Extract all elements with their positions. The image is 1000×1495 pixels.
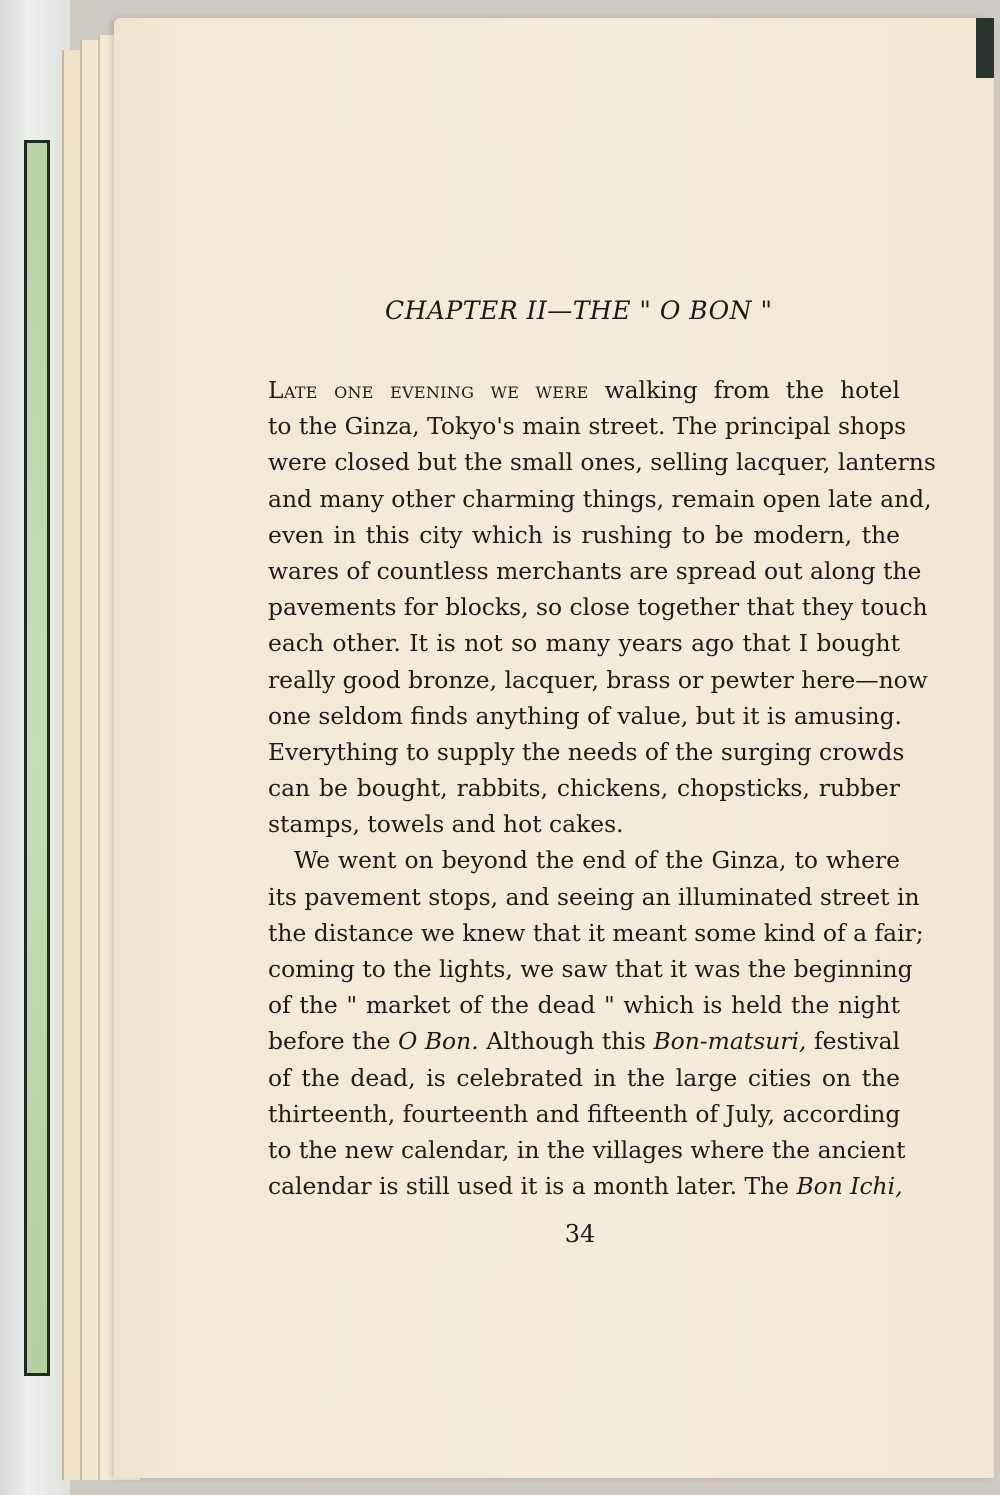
text-line: thirteenth, fourteenth and fifteenth of July, according <box>268 1099 901 1128</box>
text-line: calendar is still used it is a month later. The Bon Ichi, <box>268 1172 903 1201</box>
body-text <box>268 372 936 1204</box>
text-line: Everything to supply the needs of the surging crowds <box>268 737 905 766</box>
chapter-title: CHAPTER II—THE " O BON " <box>385 296 773 325</box>
text-line: of the dead, is celebrated in the large cities on the <box>268 1063 900 1092</box>
text-line: the distance we knew that it meant some kind of a fair; <box>268 918 924 947</box>
text-line: before the O Bon. Although this Bon-matsuri, festival <box>268 1027 900 1056</box>
text-line: one seldom finds anything of value, but it is amusing. <box>268 701 902 730</box>
text-line: to the Ginza, Tokyo's main street. The principal shops <box>268 412 907 441</box>
page-shadow <box>976 18 994 78</box>
text-line: really good bronze, lacquer, brass or pewter here—now <box>268 665 928 694</box>
cover-green-strip <box>24 140 50 1376</box>
text-line: were closed but the small ones, selling lacquer, lanterns <box>268 448 936 477</box>
text-line: of the " market of the dead " which is held the night <box>268 991 900 1020</box>
small-caps-opening: Late one evening we were <box>268 376 589 404</box>
text-line: coming to the lights, we saw that it was the beginning <box>268 955 913 983</box>
text-line: We went on beyond the end of the Ginza, to where <box>294 846 900 875</box>
page-number: 34 <box>564 1220 596 1248</box>
text-line: to the new calendar, in the villages where the ancient <box>268 1135 906 1164</box>
text-line: and many other charming things, remain open late and, <box>268 484 932 513</box>
text-line: can be bought, rabbits, chickens, chopsticks, rubber <box>268 774 900 803</box>
text-line: its pavement stops, and seeing an illuminated street in <box>268 882 920 911</box>
text-line: each other. It is not so many years ago that I bought <box>268 629 900 658</box>
text-line: even in this city which is rushing to be modern, the <box>268 520 900 549</box>
text-line: pavements for blocks, so close together that they touch <box>268 593 928 622</box>
text-line: wares of countless merchants are spread out along the <box>268 556 922 585</box>
text-line: Late one evening we were walking from the hotel <box>268 376 900 404</box>
text-line: stamps, towels and hot cakes. <box>268 810 624 839</box>
